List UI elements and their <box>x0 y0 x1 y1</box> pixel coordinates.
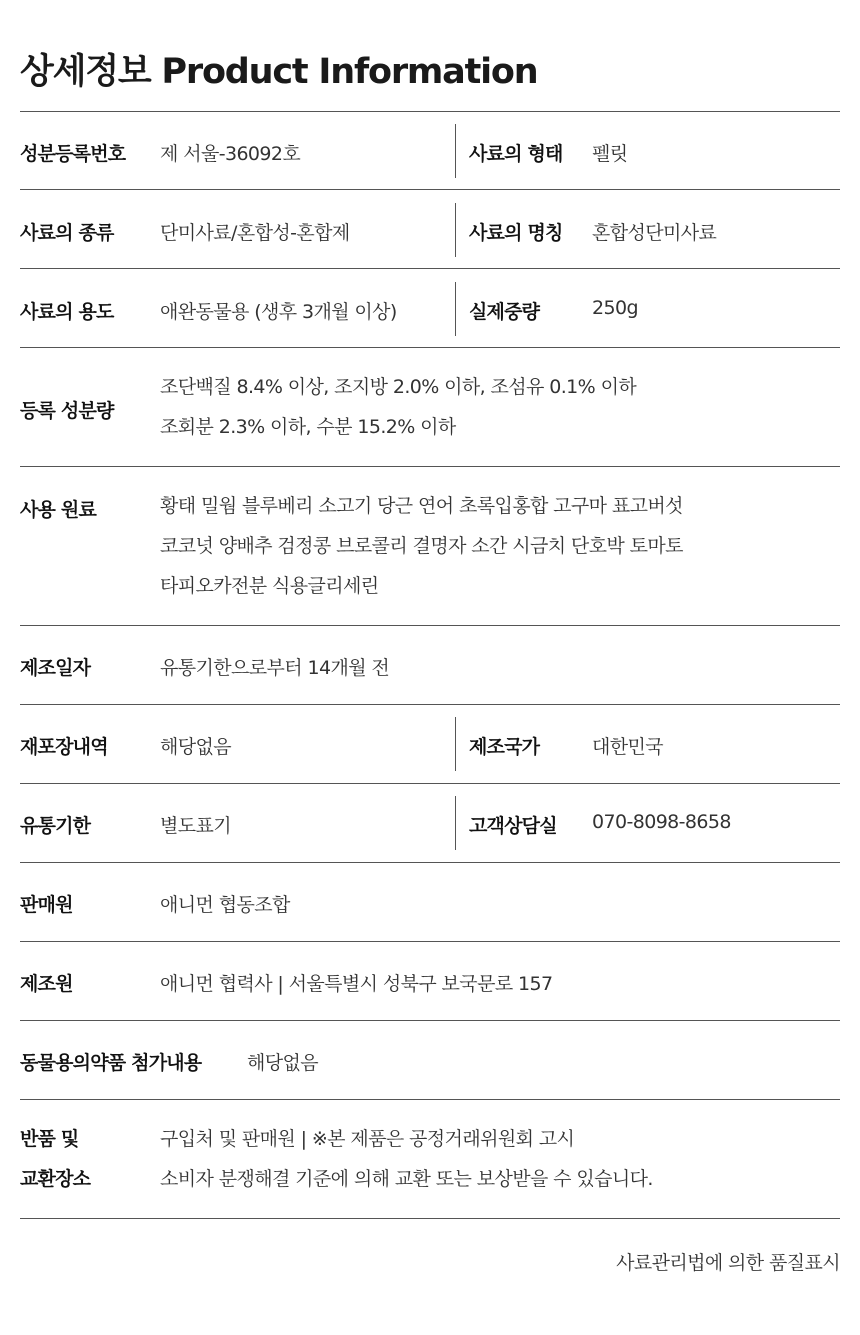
divider <box>20 941 840 942</box>
weight-value: 250g <box>592 297 638 319</box>
additives-label: 동물용의약품 첨가내용 <box>20 1052 202 1074</box>
ingredients-label: 등록 성분량 <box>20 400 114 422</box>
registration-value: 제 서울-36092호 <box>160 143 301 165</box>
returns-line: 구입처 및 판매원 | ※본 제품은 공정거래위원회 고시 <box>160 1128 575 1150</box>
divider <box>20 1020 840 1021</box>
column-divider <box>455 124 456 178</box>
usage-value: 애완동물용 (생후 3개월 이상) <box>160 301 397 323</box>
repackaging-label: 재포장내역 <box>20 736 108 758</box>
country-label: 제조국가 <box>469 736 540 758</box>
country-value: 대한민국 <box>592 736 664 758</box>
divider <box>20 347 840 348</box>
returns-line: 소비자 분쟁해결 기준에 의해 교환 또는 보상받을 수 있습니다. <box>160 1168 653 1190</box>
raw-materials-values <box>160 486 683 606</box>
customer-service-value: 070-8098-8658 <box>592 811 731 833</box>
manufacturer-label: 제조원 <box>20 973 73 995</box>
form-label: 사료의 형태 <box>469 143 563 165</box>
repackaging-value: 해당없음 <box>160 736 232 758</box>
returns-label <box>20 1119 90 1199</box>
column-divider <box>455 203 456 257</box>
feed-name-label: 사료의 명칭 <box>469 222 563 244</box>
usage-label: 사료의 용도 <box>20 301 114 323</box>
raw-materials-line: 코코넛 양배추 검정콩 브로콜리 결명자 소간 시금치 단호박 토마토 <box>160 535 683 557</box>
divider <box>20 466 840 467</box>
seller-value: 애니먼 협동조합 <box>160 894 290 916</box>
divider <box>20 783 840 784</box>
divider <box>20 862 840 863</box>
form-value: 펠릿 <box>592 143 628 165</box>
feed-type-label: 사료의 종류 <box>20 222 114 244</box>
footer-note: 사료관리법에 의한 품질표시 <box>616 1252 840 1274</box>
page-title: 상세정보 Product Information <box>20 52 538 92</box>
seller-label: 판매원 <box>20 894 73 916</box>
divider <box>20 625 840 626</box>
divider <box>20 1099 840 1100</box>
raw-materials-label: 사용 원료 <box>20 499 97 521</box>
ingredients-line: 조회분 2.3% 이하, 수분 15.2% 이하 <box>160 416 456 438</box>
customer-service-label: 고객상담실 <box>469 815 557 837</box>
divider <box>20 111 840 112</box>
divider <box>20 1218 840 1219</box>
manufacturer-value: 애니먼 협력사 | 서울특별시 성북구 보국문로 157 <box>160 973 553 995</box>
manufacture-date-label: 제조일자 <box>20 657 91 679</box>
additives-value: 해당없음 <box>247 1052 319 1074</box>
raw-materials-line: 타피오카전분 식용글리세린 <box>160 575 379 597</box>
ingredients-values <box>160 367 636 447</box>
manufacture-date-value: 유통기한으로부터 14개월 전 <box>160 657 390 679</box>
registration-label: 성분등록번호 <box>20 143 126 165</box>
ingredients-line: 조단백질 8.4% 이상, 조지방 2.0% 이하, 조섬유 0.1% 이하 <box>160 376 637 398</box>
weight-label: 실제중량 <box>469 301 540 323</box>
returns-values <box>160 1119 653 1199</box>
feed-name-value: 혼합성단미사료 <box>592 222 717 244</box>
raw-materials-line: 황태 밀웜 블루베리 소고기 당근 연어 초록입홍합 고구마 표고버섯 <box>160 495 683 517</box>
column-divider <box>455 796 456 850</box>
feed-type-value: 단미사료/혼합성-혼합제 <box>160 222 350 244</box>
returns-label-line: 반품 및 <box>20 1128 79 1150</box>
expiry-label: 유통기한 <box>20 815 91 837</box>
divider <box>20 268 840 269</box>
divider <box>20 704 840 705</box>
divider <box>20 189 840 190</box>
returns-label-line: 교환장소 <box>20 1168 91 1190</box>
column-divider <box>455 717 456 771</box>
column-divider <box>455 282 456 336</box>
expiry-value: 별도표기 <box>160 815 232 837</box>
